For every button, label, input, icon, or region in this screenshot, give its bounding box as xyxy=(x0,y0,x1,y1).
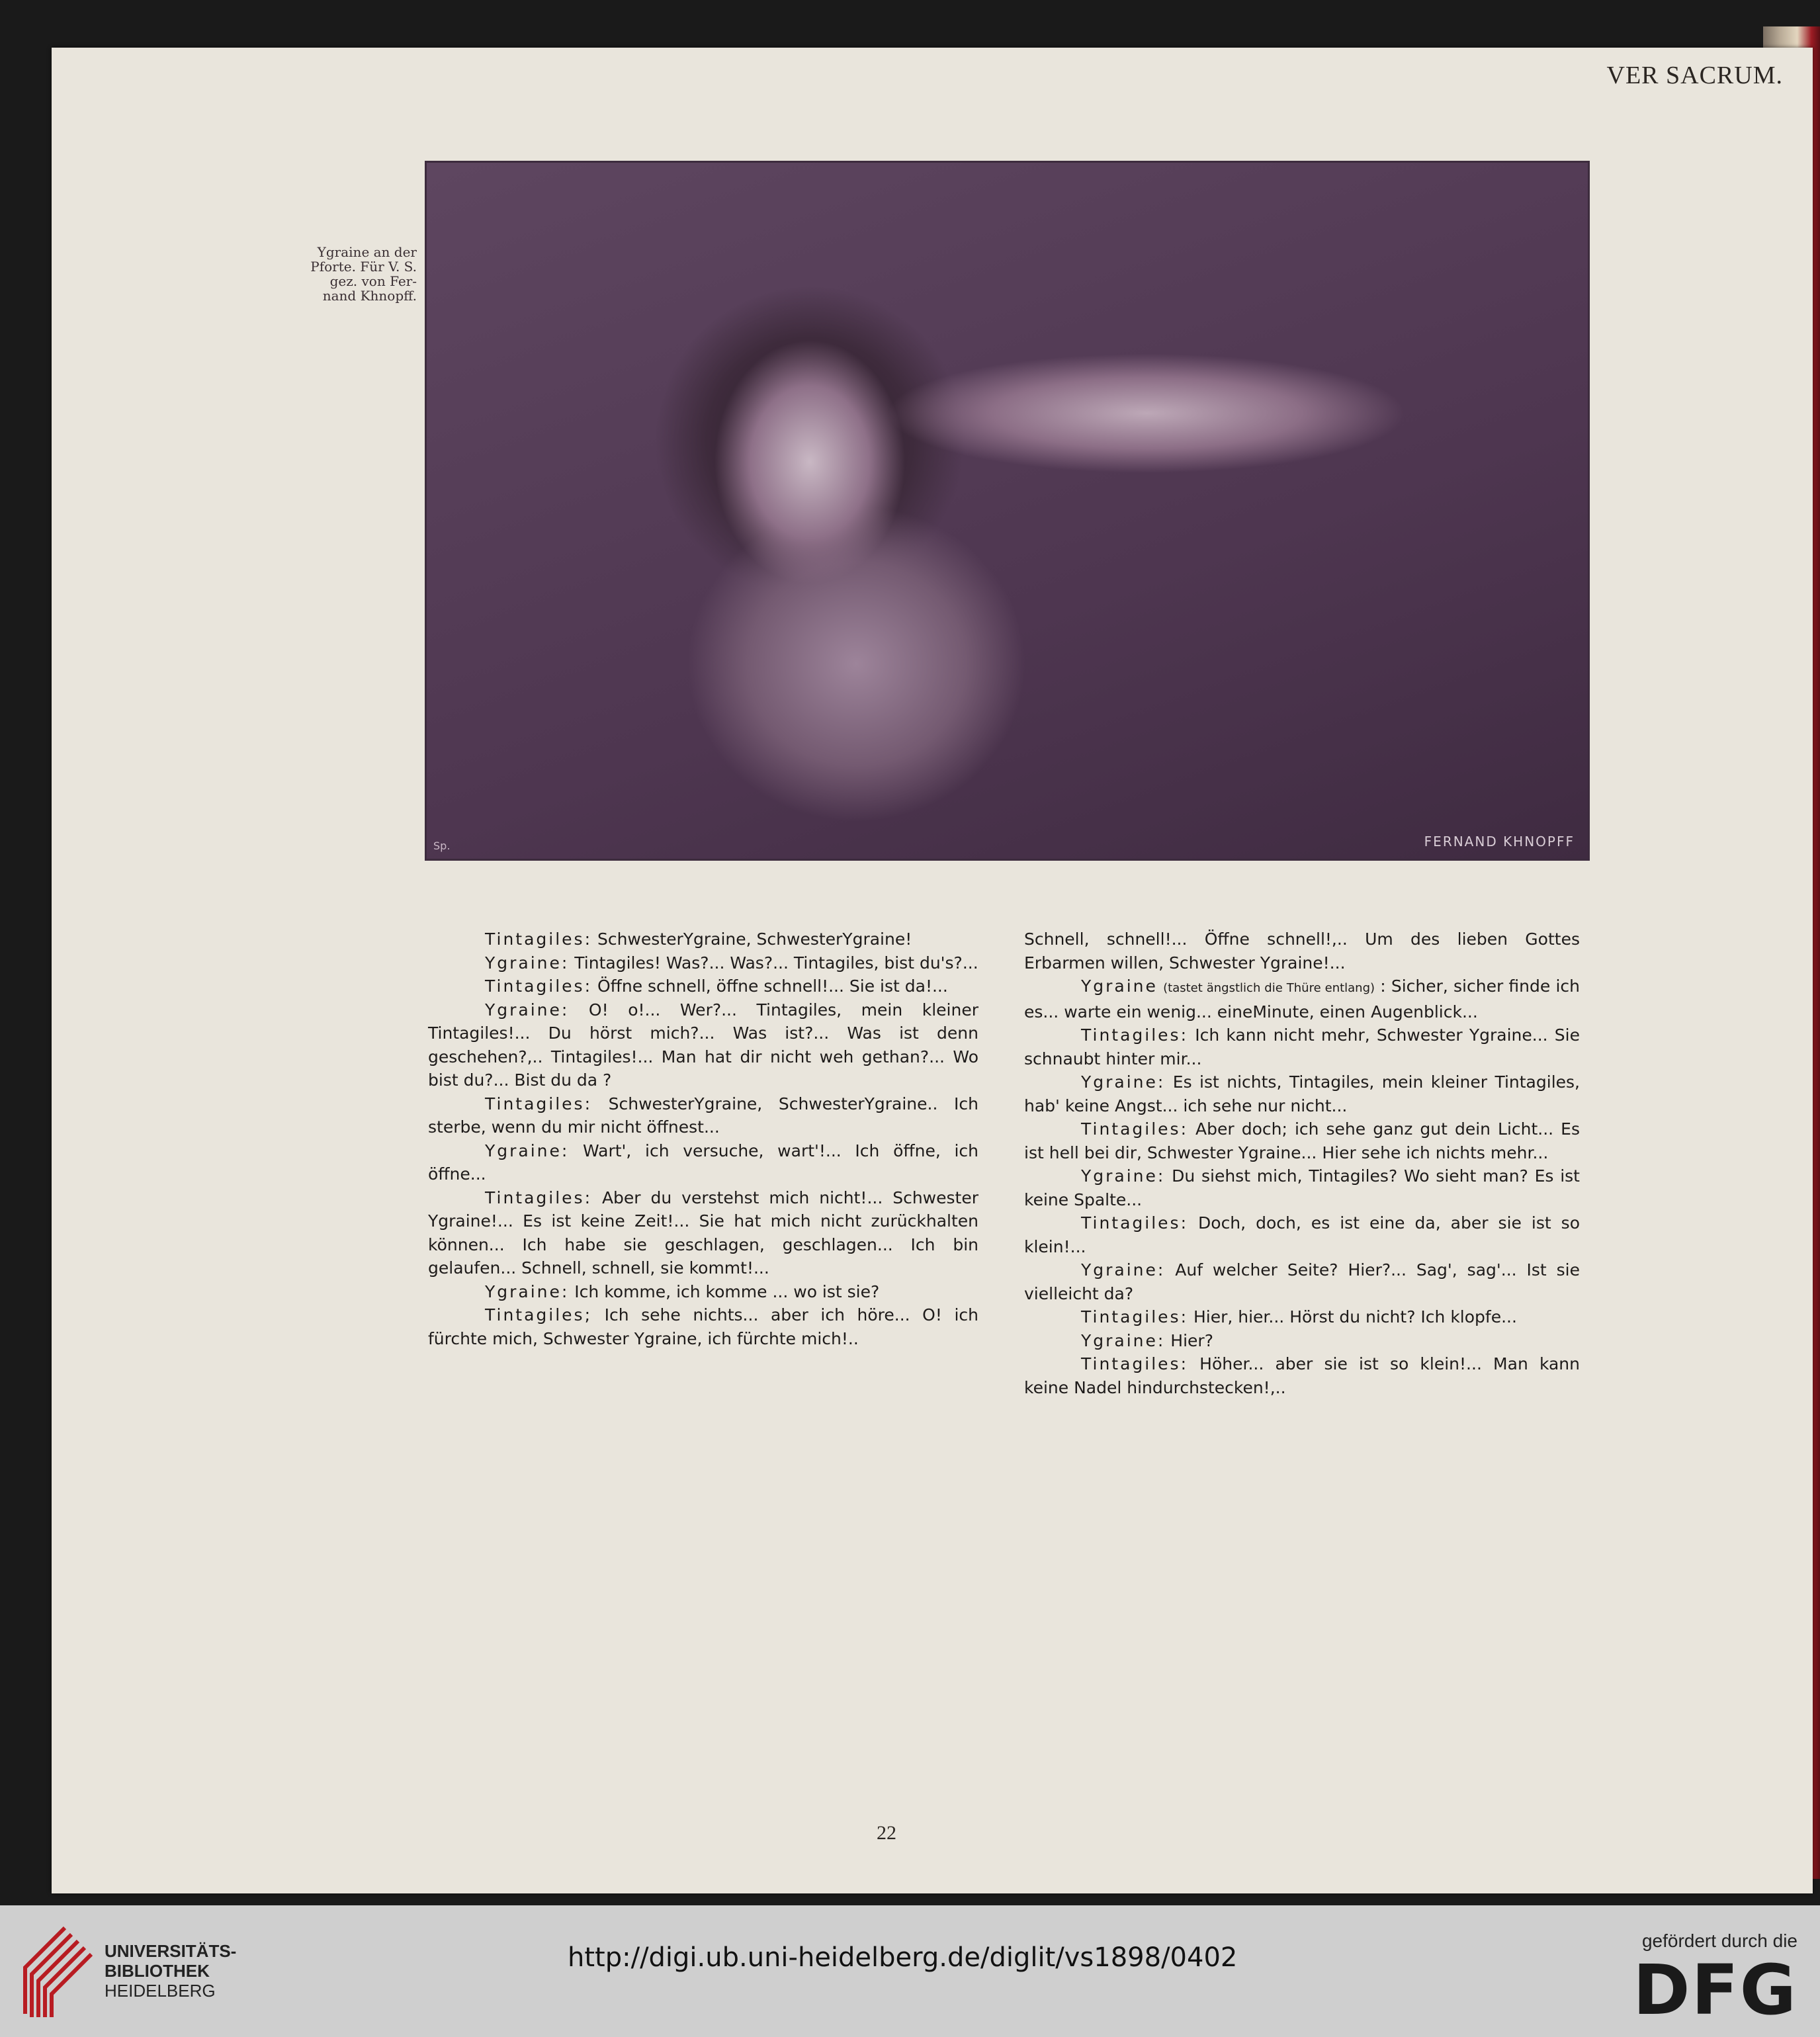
ub-heidelberg-logo-icon xyxy=(19,1921,98,2020)
dialogue-continuation: Schnell, schnell!... Öffne schnell!,.. Um des lieben Gottes Erbarmen willen, Schwester Ygraine!... xyxy=(1024,930,1580,973)
dialogue-line xyxy=(1024,1070,1580,1117)
speech: Ich kann nicht mehr, Schwester Ygraine... Sie schnaubt hinter mir... xyxy=(1024,1025,1580,1068)
running-head: VER SACRUM. xyxy=(1606,62,1783,89)
speech: Öffne schnell, öffne schnell!... Sie ist da!... xyxy=(592,976,948,996)
speech: Tintagiles! Was?... Was?... Tintagiles, bist du's?... xyxy=(569,953,978,973)
speaker: Tintagiles: xyxy=(1081,1213,1189,1233)
page-number: 22 xyxy=(877,1822,896,1844)
dialogue-line xyxy=(1024,1117,1580,1164)
speaker: Ygraine: xyxy=(1081,1330,1166,1350)
dialogue-line xyxy=(428,1139,978,1186)
dfg-logo: DFG xyxy=(1633,1950,1798,2030)
speech: Ich sehe nichts... aber ich höre... O! ich fürchte mich, Schwester Ygraine, ich fürchte mich!.. xyxy=(428,1305,978,1348)
dialogue-line xyxy=(428,998,978,1092)
speech: SchwesterYgraine, SchwesterYgraine.. Ich sterbe, wenn du mir nicht öffnest... xyxy=(428,1094,978,1137)
speech: : Sicher, sicher finde ich es... warte ein wenig... eineMinute, einen Augenblick... xyxy=(1024,976,1580,1021)
library-line: HEIDELBERG xyxy=(105,1981,216,2001)
speech: Du siehst mich, Tintagiles? Wo sieht man? Es ist keine Spalte... xyxy=(1024,1166,1580,1209)
speaker: Ygraine: xyxy=(485,1000,570,1019)
dialogue-line xyxy=(1024,1211,1580,1258)
speaker: Tintagiles: xyxy=(485,930,593,949)
text-column-right xyxy=(1024,928,1580,1399)
speech: Wart', ich versuche, wart'!... Ich öffne, ich öffne... xyxy=(428,1141,978,1184)
speaker: Ygraine: xyxy=(1081,1260,1166,1279)
speech: Auf welcher Seite? Hier?... Sag', sag'... Ist sie vielleicht da? xyxy=(1024,1260,1580,1303)
dialogue-line xyxy=(428,1303,978,1350)
stage-direction: (tastet ängstlich die Thüre entlang) xyxy=(1163,981,1375,995)
permalink-url[interactable]: http://digi.ub.uni-heidelberg.de/diglit/vs1898/0402 xyxy=(568,1942,1238,1973)
speech: Höher... aber sie ist so klein!... Man kann keine Nadel hindurchstecken!,.. xyxy=(1024,1354,1580,1397)
speech: O! o!... Wer?... Tintagiles, mein kleiner Tintagiles!... Du hörst mich?... Was ist?... Was ist denn geschehen?,.. Tintagiles!... Man hat dir nicht weh gethan?... Wo bist du?... Bist du da ? xyxy=(428,1000,978,1090)
speech: SchwesterYgraine, SchwesterYgraine! xyxy=(592,930,912,949)
speech: Doch, doch, es ist eine da, aber sie ist so klein!... xyxy=(1024,1213,1580,1256)
speaker: Tintagiles; xyxy=(485,1305,593,1324)
plate-monogram: Sp. xyxy=(433,840,451,852)
speaker: Ygraine: xyxy=(485,1281,570,1301)
dialogue-line xyxy=(1024,1258,1580,1305)
dialogue-line xyxy=(428,975,978,998)
library-name xyxy=(105,1941,236,2001)
speaker: Tintagiles: xyxy=(1081,1307,1189,1326)
dialogue-line xyxy=(1024,1329,1580,1353)
dialogue-line xyxy=(1024,1023,1580,1070)
speech: Hier, hier... Hörst du nicht? Ich klopfe... xyxy=(1188,1307,1517,1326)
dialogue-line xyxy=(1024,1164,1580,1211)
dialogue-line xyxy=(428,1280,978,1304)
speaker: Tintagiles: xyxy=(485,976,593,996)
dialogue-line xyxy=(428,928,978,951)
speaker: Ygraine xyxy=(1081,976,1158,996)
speech: Aber du verstehst mich nicht!... Schwester Ygraine!... Es ist keine Zeit!... Sie hat mich nicht zurückhalten können... Ich habe sie geschlagen, geschlagen... Ich bin gelaufen... Schnell, schnell, sie kommt!... xyxy=(428,1188,978,1278)
caption-line: nand Khnopff. xyxy=(322,288,417,304)
speaker: Tintagiles: xyxy=(1081,1119,1189,1139)
speaker: Tintagiles: xyxy=(1081,1354,1189,1373)
speaker: Tintagiles: xyxy=(485,1094,593,1113)
caption-line: Pforte. Für V. S. xyxy=(310,259,417,275)
caption-line: Ygraine an der xyxy=(317,244,417,260)
library-footer-bar xyxy=(0,1905,1820,2037)
library-line: BIBLIOTHEK xyxy=(105,1961,210,1981)
dialogue-line xyxy=(428,1092,978,1139)
khnopff-plate-image xyxy=(425,161,1590,861)
speaker: Ygraine: xyxy=(1081,1072,1166,1092)
caption-line: gez. von Fer- xyxy=(329,273,417,289)
dialogue-line xyxy=(1024,1305,1580,1329)
dialogue-line xyxy=(1024,975,1580,1023)
speaker: Ygraine: xyxy=(485,1141,570,1160)
dialogue-line xyxy=(428,951,978,975)
speaker: Ygraine: xyxy=(1081,1166,1166,1186)
speech: Ich komme, ich komme ... wo ist sie? xyxy=(569,1281,880,1301)
plate-signature: FERNAND KHNOPFF xyxy=(1424,834,1575,849)
speaker: Ygraine: xyxy=(485,953,570,973)
speech: Aber doch; ich sehe ganz gut dein Licht... Es ist hell bei dir, Schwester Ygraine... Hier sehe ich nichts mehr... xyxy=(1024,1119,1580,1162)
speech: Es ist nichts, Tintagiles, mein kleiner Tintagiles, hab' keine Angst... ich sehe nur nicht... xyxy=(1024,1072,1580,1115)
plate-caption xyxy=(251,245,417,303)
dialogue-line xyxy=(428,1186,978,1280)
funding-caption: gefördert durch die xyxy=(1641,1930,1798,1951)
dialogue-line xyxy=(1024,1352,1580,1399)
speaker: Tintagiles: xyxy=(485,1188,593,1207)
library-line: UNIVERSITÄTS- xyxy=(105,1941,237,1961)
speech: Hier? xyxy=(1165,1330,1213,1350)
speaker: Tintagiles: xyxy=(1081,1025,1189,1045)
text-column-left xyxy=(428,928,978,1350)
